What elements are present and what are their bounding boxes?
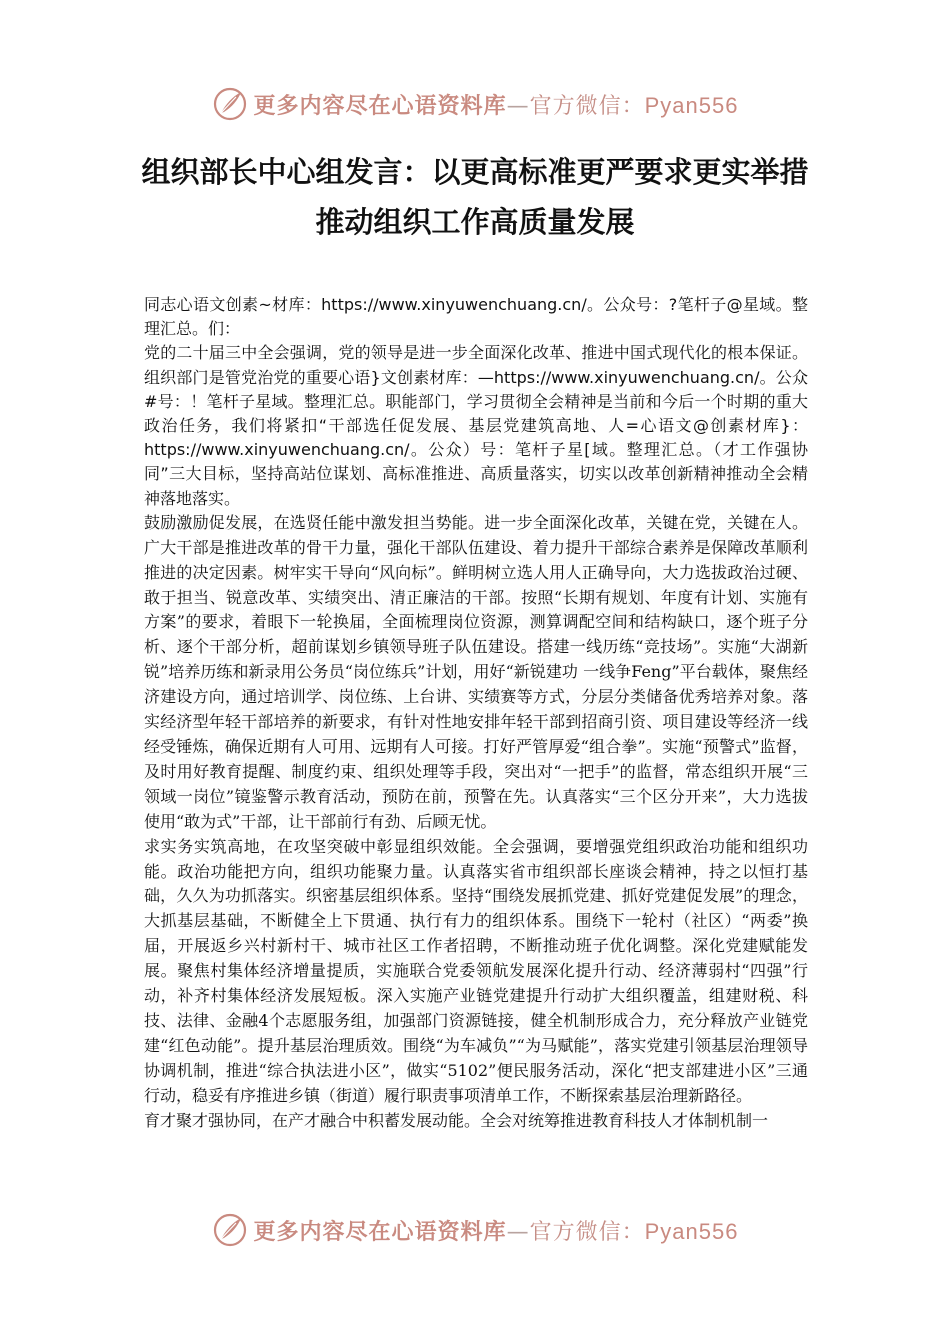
banner-dash: — [506,1219,530,1245]
paragraph-talent-coordination: 育才聚才强协同，在产才融合中积蓄发展动能。全会对统筹推进教育科技人才体制机制一 [144,1110,769,1130]
paragraph-intro: 党的二十届三中全会强调，党的领导是进一步全面深化改革、推进中国式现代化的根本保证。组织部门是管党治党的重要心语}文创素材库：—https://www.xinyuwenchuang.cn/。公众#号：！笔杆子星域。整理汇总。职能部门，学习贯彻全会精神是当前和今后一个时期的重大政治任务，我们将紧扣“干部选任促发展、基层党建筑高地、人=心语文@创素材库}：https://www.xinyuwenchuang.cn/。公众）号：笔杆子星[域。整理汇总。（才工作强协同”三大目标，坚持高站位谋划、高标准推进、高质量落实，切实以改革创新精神推动全会精神落地落实。 [144,343,808,508]
footer-banner [0,1208,950,1252]
feather-logo-icon [212,86,248,122]
feather-logo-icon [212,1212,248,1248]
banner-main-text: 更多内容尽在心语资料库 [253,1219,507,1245]
banner-wechat-label: 官方微信： [529,93,645,119]
page-title-line-2: 推动组织工作高质量发展 [315,205,635,239]
page-title-line-1: 组织部长中心组发言：以更高标准更严要求更实举措 [141,155,809,189]
banner-dash: — [506,93,530,119]
paragraph-grassroots-building: 求实务实筑高地，在攻坚突破中彰显组织效能。全会强调，要增强党组织政治功能和组织功能。政治功能把方向，组织功能聚力量。认真落实省市组织部长座谈会精神，持之以恒打基础，久久为功抓落实。织密基层组织体系。坚持“围绕发展抓党建、抓好党建促发展”的理念，大抓基层基础，不断健全上下贯通、执行有力的组织体系。围绕下一轮村（社区）“两委”换届，开展返乡兴村新村干、城市社区工作者招聘，不断推动班子优化调整。深化党建赋能发展。聚焦村集体经济增量提质，实施联合党委领航发展深化提升行动、经济薄弱村“四强”行动，补齐村集体经济发展短板。深入实施产业链党建提升行动扩大组织覆盖，组建财税、科技、法律、金融4个志愿服务组，加强部门资源链接，健全机制形成合力，充分释放产业链党建“红色动能”。提升基层治理质效。围绕“为车减负”“为马赋能”，落实党建引领基层治理领导协调机制，推进“综合执法进小区”，做实“5102”便民服务活动，深化“把支部建进小区”三通行动，稳妥有序推进乡镇（街道）履行职责事项清单工作，不断探索基层治理新路径。 [144,836,808,1105]
banner-wechat-id: Pyan556 [644,1218,739,1244]
header-banner [0,82,950,126]
document-body [144,293,808,1133]
banner-wechat-label: 官方微信： [529,1219,645,1245]
paragraph-intro-source: 同志心语文创素~材库：https://www.xinyuwenchuang.cn/。公众号：?笔杆子@星域。整理汇总。们： [144,295,808,339]
banner-text [254,1215,739,1246]
paragraph-cadre-selection: 鼓励激励促发展，在选贤任能中激发担当势能。进一步全面深化改革，关键在党，关键在人。广大干部是推进改革的骨干力量，强化干部队伍建设、着力提升干部综合素养是保障改革顺利推进的决定因素。树牢实干导向“风向标”。鲜明树立选人用人正确导向，大力选拔政治过硬、敢于担当、锐意改革、实绩突出、清正廉洁的干部。按照“长期有规划、年度有计划、实施有方案”的要求，着眼下一轮换届，全面梳理岗位资源，测算调配空间和结构缺口，逐个班子分析、逐个干部分析，超前谋划乡镇领导班子队伍建设。搭建一线历练“竞技场”。实施“大湖新锐”培养历练和新录用公务员“岗位练兵”计划，用好“新锐建功 一线争Feng”平台载体，聚焦经济建设方向，通过培训学、岗位练、上台讲、实绩赛等方式，分层分类储备优秀培养对象。落实经济型年轻干部培养的新要求，有针对性地安排年轻干部到招商引资、项目建设等经济一线经受锤炼，确保近期有人可用、远期有人可接。打好严管厚爱“组合拳”。实施“预警式”监督，及时用好教育提醒、制度约束、组织处理等手段，突出对“一把手”的监督，常态组织开展“三领域一岗位”镜鉴警示教育活动，预防在前，预警在先。认真落实“三个区分开来”，大力选拔使用“敢为式”干部，让干部前行有劲、后顾无忧。 [144,512,808,831]
banner-text [254,89,739,120]
banner-wechat-id: Pyan556 [644,92,739,118]
banner-main-text: 更多内容尽在心语资料库 [253,93,507,119]
